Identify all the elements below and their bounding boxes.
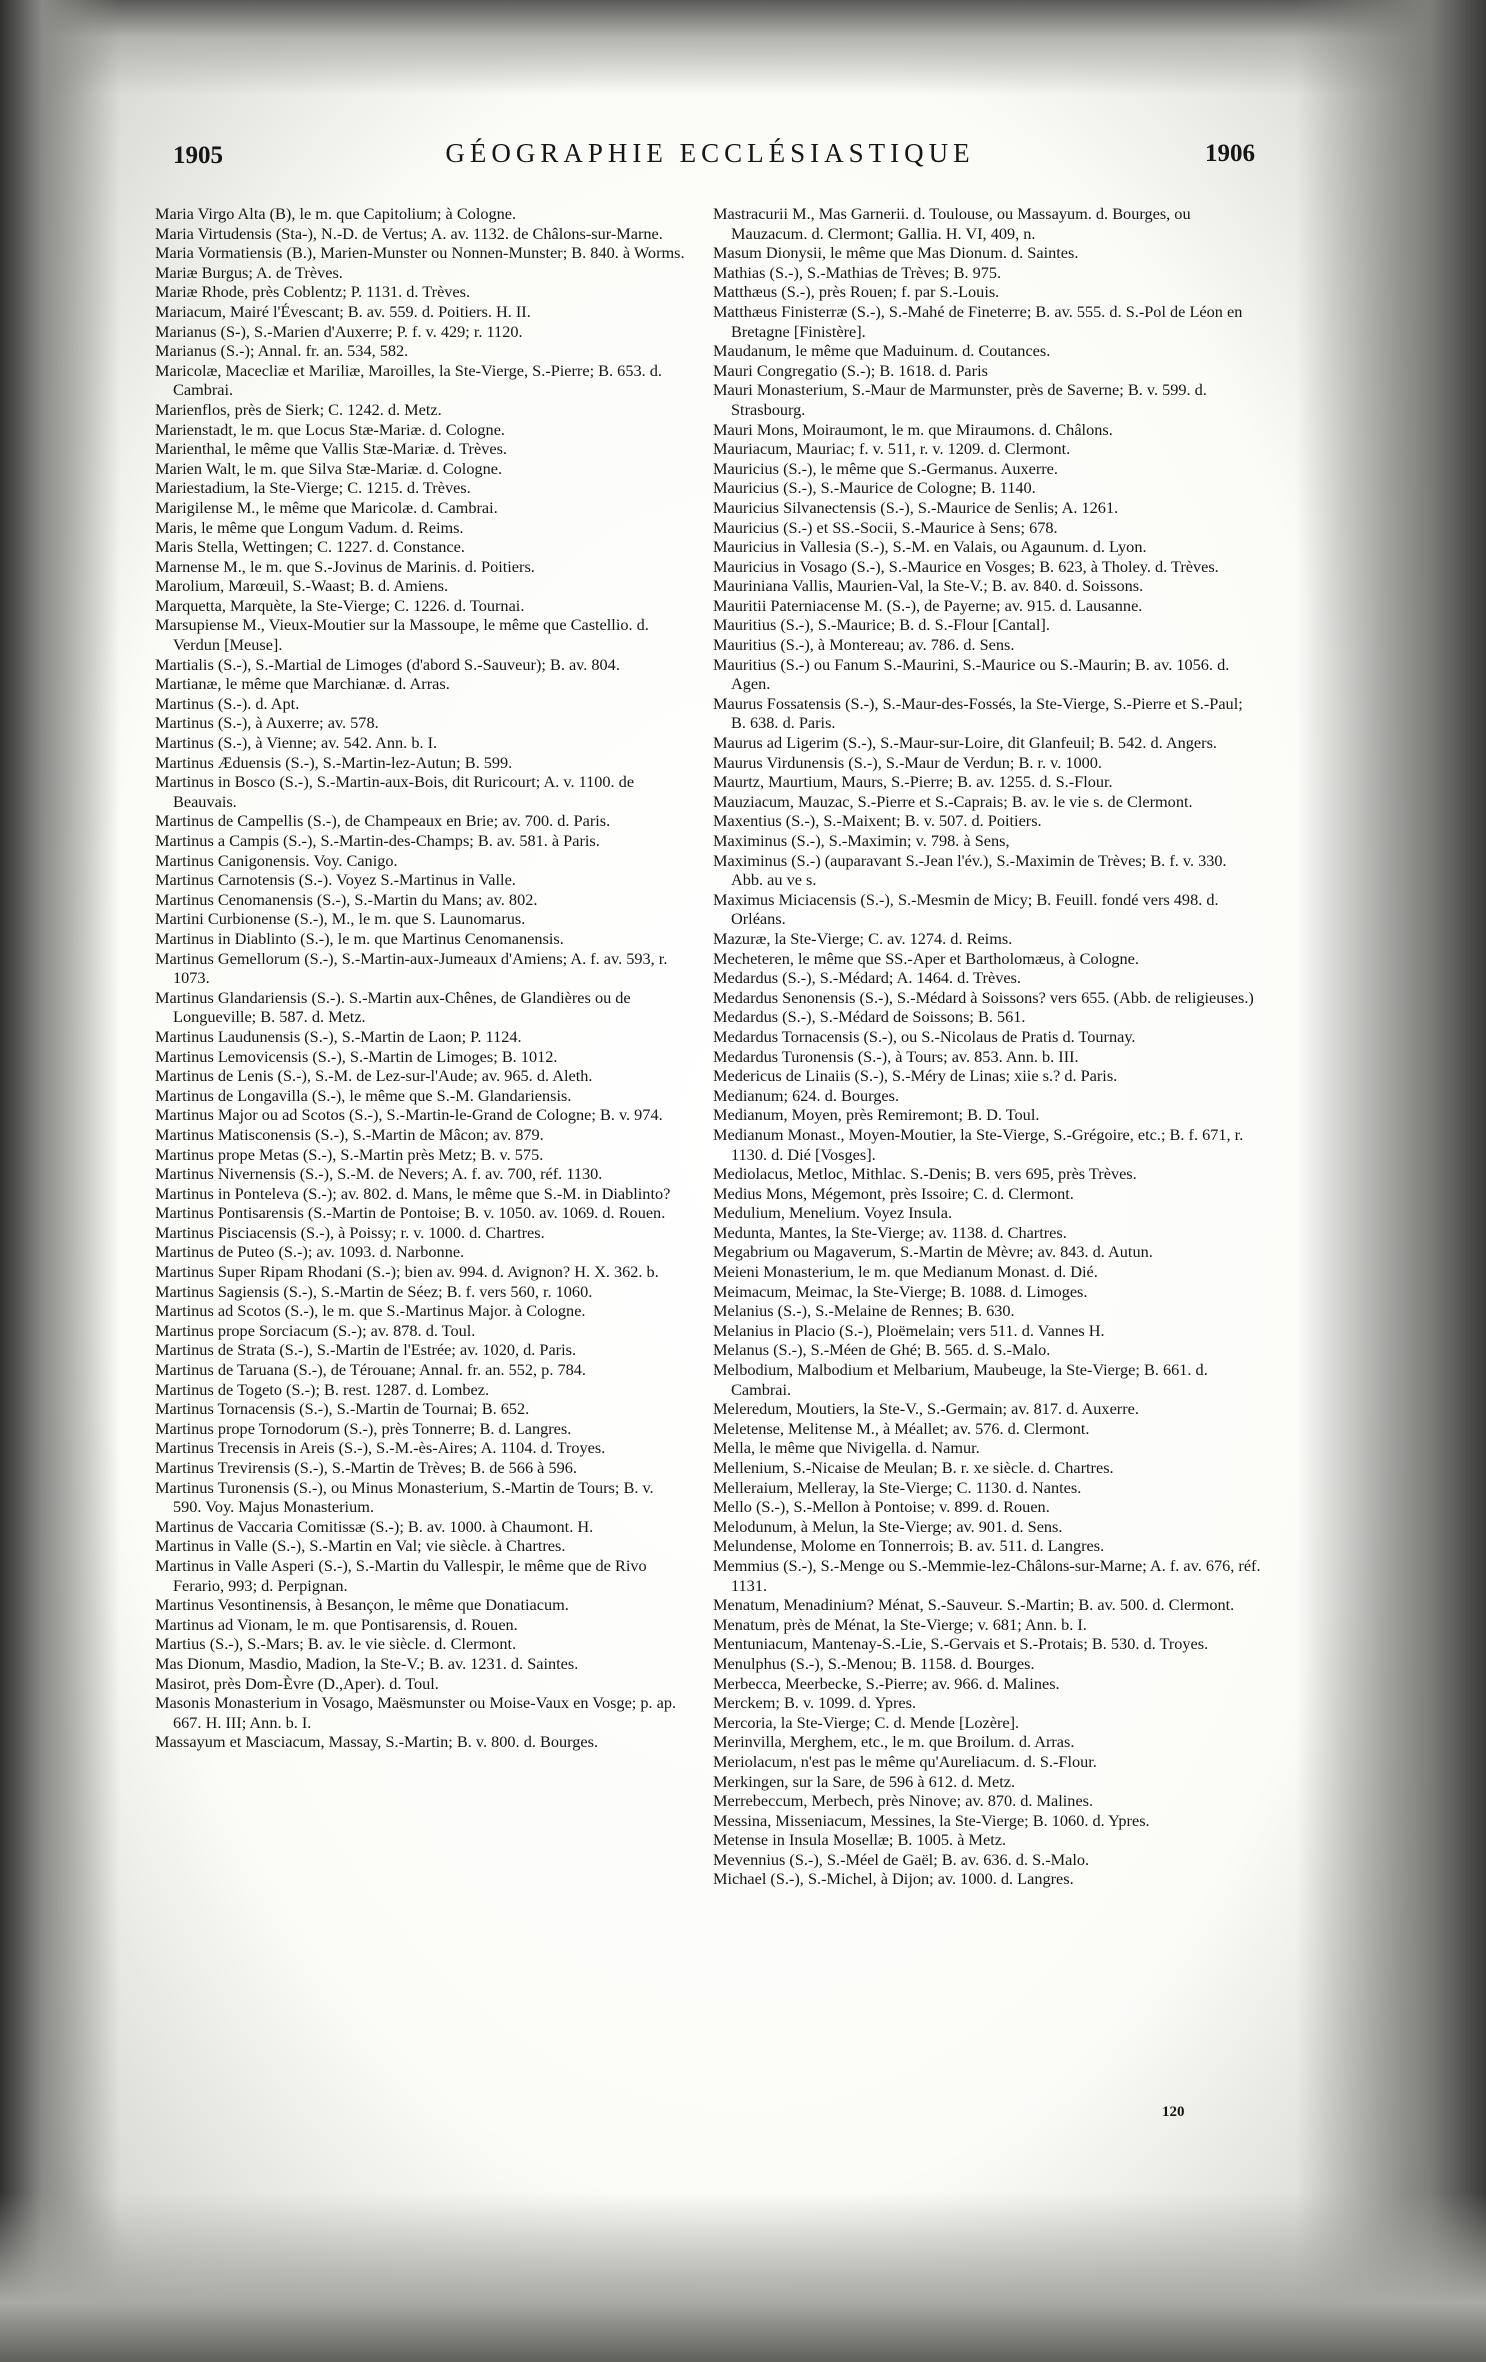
dictionary-entry: Maurtz, Maurtium, Maurs, S.-Pierre; B. av. 1255. d. S.-Flour. bbox=[713, 772, 1113, 792]
dictionary-entry: Medianum Monast., Moyen-Moutier, la Ste-Vierge, S.-Grégoire, etc.; B. f. 671, r. 1130. d. Dié [Vosges]. bbox=[713, 1124, 1244, 1164]
dictionary-entry: Martinus ad Scotos (S.-), le m. que S.-Martinus Major. à Cologne. bbox=[155, 1301, 586, 1321]
dictionary-entry: Mediolacus, Metloc, Mithlac. S.-Denis; B. vers 695, près Trèves. bbox=[713, 1164, 1137, 1184]
right-column bbox=[713, 204, 1261, 1889]
dictionary-entry: Martinus Laudunensis (S.-), S.-Martin de Laon; P. 1124. bbox=[155, 1026, 522, 1046]
dictionary-entry: Maris Stella, Wettingen; C. 1227. d. Constance. bbox=[155, 537, 465, 557]
dictionary-entry: Maria Vormatiensis (B.), Marien-Munster ou Nonnen-Munster; B. 840. à Worms. bbox=[155, 243, 685, 263]
dictionary-entry: Mella, le même que Nivigella. d. Namur. bbox=[713, 1438, 980, 1458]
dictionary-entry: Mauziacum, Mauzac, S.-Pierre et S.-Caprais; B. av. le vie s. de Clermont. bbox=[713, 791, 1193, 811]
dictionary-entry: Medardus Tornacensis (S.-), ou S.-Nicolaus de Pratis d. Tournay. bbox=[713, 1026, 1136, 1046]
dictionary-entry: Mauricius (S.-), le même que S.-Germanus. Auxerre. bbox=[713, 458, 1058, 478]
dictionary-entry: Martinus de Strata (S.-), S.-Martin de l'Estrée; av. 1020, d. Paris. bbox=[155, 1340, 577, 1360]
dictionary-entry: Martinus in Diablinto (S.-), le m. que Martinus Cenomanensis. bbox=[155, 928, 564, 948]
dictionary-entry: Medius Mons, Mégemont, près Issoire; C. d. Clermont. bbox=[713, 1183, 1074, 1203]
column-number-left: 1905 bbox=[173, 142, 223, 169]
dictionary-entry: Michael (S.-), S.-Michel, à Dijon; av. 1000. d. Langres. bbox=[713, 1869, 1074, 1889]
dictionary-entry: Marolium, Marœuil, S.-Waast; B. d. Amiens. bbox=[155, 576, 449, 596]
dictionary-entry: Megabrium ou Magaverum, S.-Martin de Mèvre; av. 843. d. Autun. bbox=[713, 1242, 1153, 1262]
dictionary-entry: Martinus de Togeto (S.-); B. rest. 1287. d. Lombez. bbox=[155, 1379, 490, 1399]
dictionary-entry: Marsupiense M., Vieux-Moutier sur la Massoupe, le même que Castellio. d. Verdun [Meuse]. bbox=[155, 615, 649, 655]
dictionary-entry: Mauricius in Vosago (S.-), S.-Maurice en Vosges; B. 623, à Tholey. d. Trèves. bbox=[713, 556, 1219, 576]
dictionary-entry: Marienthal, le même que Vallis Stæ-Mariæ. d. Trèves. bbox=[155, 439, 507, 459]
dictionary-entry: Martinus in Valle Asperi (S.-), S.-Martin du Vallespir, le même que de Rivo Ferario, 993; d. Perpignan. bbox=[155, 1555, 647, 1595]
dictionary-entry: Martinus in Bosco (S.-), S.-Martin-aux-Bois, dit Ruricourt; A. v. 1100. de Beauvais. bbox=[155, 772, 635, 811]
dictionary-entry: Memmius (S.-), S.-Menge ou S.-Memmie-lez-Châlons-sur-Marne; A. f. av. 676, réf. 1131. bbox=[713, 1555, 1261, 1595]
dictionary-entry: Marigilense M., le même que Maricolæ. d. Cambrai. bbox=[155, 497, 498, 517]
dictionary-entry: Martinus (S.-), à Auxerre; av. 578. bbox=[155, 713, 379, 733]
dictionary-entry: Medardus Turonensis (S.-), à Tours; av. 853. Ann. b. III. bbox=[713, 1046, 1079, 1066]
dictionary-entry: Menulphus (S.-), S.-Menou; B. 1158. d. Bourges. bbox=[713, 1653, 1035, 1673]
dictionary-entry: Martinus Æduensis (S.-), S.-Martin-lez-Autun; B. 599. bbox=[155, 752, 513, 772]
dictionary-entry: Maurus Virdunensis (S.-), S.-Maur de Verdun; B. r. v. 1000. bbox=[713, 752, 1102, 772]
dictionary-entry: Martinus Glandariensis (S.-). S.-Martin aux-Chênes, de Glandières ou de Longueville; B. 587. d. Metz. bbox=[155, 987, 631, 1027]
dictionary-entry: Martinus Vesontinensis, à Besançon, le même que Donatiacum. bbox=[155, 1595, 569, 1615]
dictionary-entry: Martialis (S.-), S.-Martial de Limoges (d'abord S.-Sauveur); B. av. 804. bbox=[155, 654, 620, 674]
dictionary-entry: Medulium, Menelium. Voyez Insula. bbox=[713, 1203, 953, 1223]
dictionary-entry: Mecheteren, le même que SS.-Aper et Bartholomæus, à Cologne. bbox=[713, 948, 1139, 968]
dictionary-entry: Martinus ad Vionam, le m. que Pontisarensis, d. Rouen. bbox=[155, 1614, 518, 1634]
dictionary-entry: Messina, Misseniacum, Messines, la Ste-Vierge; B. 1060. d. Ypres. bbox=[713, 1810, 1150, 1830]
dictionary-entry: Mariestadium, la Ste-Vierge; C. 1215. d. Trèves. bbox=[155, 478, 471, 498]
dictionary-entry: Martinus Trevirensis (S.-), S.-Martin de Trèves; B. de 566 à 596. bbox=[155, 1458, 577, 1477]
signature-number: 120 bbox=[1162, 2104, 1185, 2120]
dictionary-entry: Martinus in Valle (S.-), S.-Martin en Val; vie siècle. à Chartres. bbox=[155, 1536, 566, 1556]
dictionary-entry: Martinus Matisconensis (S.-), S.-Martin de Mâcon; av. 879. bbox=[155, 1124, 544, 1144]
dictionary-entry: Mello (S.-), S.-Mellon à Pontoise; v. 899. d. Rouen. bbox=[713, 1497, 1050, 1517]
dictionary-entry: Mevennius (S.-), S.-Méel de Gaël; B. av. 636. d. S.-Malo. bbox=[713, 1849, 1090, 1869]
dictionary-entry: Medardus Senonensis (S.-), S.-Médard à Soissons? vers 655. (Abb. de religieuses.) bbox=[713, 987, 1254, 1007]
dictionary-entry: Maximus Miciacensis (S.-), S.-Mesmin de Micy; B. Feuill. fondé vers 498. d. Orléans. bbox=[713, 889, 1219, 929]
dictionary-entry: Merinvilla, Merghem, etc., le m. que Broilum. d. Arras. bbox=[713, 1732, 1075, 1752]
dictionary-entry: Mariacum, Mairé l'Évescant; B. av. 559. d. Poitiers. H. II. bbox=[155, 301, 531, 321]
dictionary-entry: Masum Dionysii, le même que Mas Dionum. d. Saintes. bbox=[713, 243, 1079, 263]
dictionary-entry: Maximinus (S.-) (auparavant S.-Jean l'év.), S.-Maximin de Trèves; B. f. v. 330. Abb. au ve s. bbox=[713, 850, 1227, 890]
dictionary-entry: Meieni Monasterium, le m. que Medianum Monast. d. Dié. bbox=[713, 1262, 1098, 1282]
dictionary-entry: Melundense, Molome en Tonnerrois; B. av. 511. d. Langres. bbox=[713, 1536, 1105, 1556]
dictionary-entry: Melodunum, à Melun, la Ste-Vierge; av. 901. d. Sens. bbox=[713, 1516, 1063, 1536]
dictionary-entry: Mauritii Paterniacense M. (S.-), de Payerne; av. 915. d. Lausanne. bbox=[713, 595, 1143, 615]
dictionary-entry: Meletense, Melitense M., à Méallet; av. 576. d. Clermont. bbox=[713, 1418, 1090, 1438]
dictionary-entry: Maximinus (S.-), S.-Maximin; v. 798. à Sens, bbox=[713, 831, 1010, 850]
dictionary-entry: Martianæ, le même que Marchianæ. d. Arras. bbox=[155, 674, 450, 694]
dictionary-entry: Martinus Sagiensis (S.-), S.-Martin de Séez; B. f. vers 560, r. 1060. bbox=[155, 1281, 593, 1301]
dictionary-entry: Mauritius (S.-) ou Fanum S.-Maurini, S.-Maurice ou S.-Maurin; B. av. 1056. d. Agen. bbox=[713, 654, 1230, 694]
dictionary-entry: Martinus Nivernensis (S.-), S.-M. de Nevers; A. f. av. 700, réf. 1130. bbox=[155, 1164, 603, 1184]
dictionary-entry: Masonis Monasterium in Vosago, Maësmunster ou Moise-Vaux en Vosge; p. ap. 667. H. III; Ann. b. I. bbox=[155, 1693, 677, 1732]
dictionary-entry: Mauricius in Vallesia (S.-), S.-M. en Valais, ou Agaunum. d. Lyon. bbox=[713, 537, 1147, 557]
dictionary-entry: Maricolæ, Macecliæ et Mariliæ, Maroilles, la Ste-Vierge, S.-Pierre; B. 653. d. Cambrai. bbox=[155, 360, 662, 400]
dictionary-entry: Martinus Pisciacensis (S.-), à Poissy; r. v. 1000. d. Chartres. bbox=[155, 1222, 545, 1242]
dictionary-entry: Melanius in Placio (S.-), Ploëmelain; vers 511. d. Vannes H. bbox=[713, 1320, 1105, 1340]
dictionary-entry: Merckem; B. v. 1099. d. Ypres. bbox=[713, 1693, 917, 1713]
dictionary-entry: Mentuniacum, Mantenay-S.-Lie, S.-Gervais et S.-Protais; B. 530. d. Troyes. bbox=[713, 1634, 1209, 1654]
dictionary-entry: Marien Walt, le m. que Silva Stæ-Mariæ. d. Cologne. bbox=[155, 458, 503, 478]
dictionary-entry: Martinus de Puteo (S.-); av. 1093. d. Narbonne. bbox=[155, 1242, 465, 1262]
dictionary-entry: Medianum, Moyen, près Remiremont; B. D. Toul. bbox=[713, 1105, 1040, 1125]
dictionary-entry: Melleraium, Melleray, la Ste-Vierge; C. 1130. d. Nantes. bbox=[713, 1477, 1082, 1497]
dictionary-entry: Martinus (S.-), à Vienne; av. 542. Ann. b. I. bbox=[155, 733, 438, 753]
dictionary-entry: Mauri Congregatio (S.-); B. 1618. d. Paris bbox=[713, 360, 988, 380]
dictionary-entry: Metense in Insula Mosellæ; B. 1005. à Metz. bbox=[713, 1830, 1007, 1850]
dictionary-entry: Maurus Fossatensis (S.-), S.-Maur-des-Fossés, la Ste-Vierge, S.-Pierre et S.-Paul; B. 638. d. Paris. bbox=[713, 693, 1243, 733]
column-number-right: 1906 bbox=[1205, 140, 1255, 167]
dictionary-entry: Mauriacum, Mauriac; f. v. 511, r. v. 1209. d. Clermont. bbox=[713, 439, 1071, 459]
dictionary-entry: Matthæus (S.-), près Rouen; f. par S.-Louis. bbox=[713, 282, 1000, 302]
dictionary-entry: Martinus Canigonensis. Voy. Canigo. bbox=[155, 850, 398, 870]
dictionary-entry: Mauritius (S.-), à Montereau; av. 786. d. Sens. bbox=[713, 635, 1015, 655]
dictionary-entry: Martinus de Longavilla (S.-), le même que S.-M. Glandariensis. bbox=[155, 1085, 572, 1105]
dictionary-entry: Mauri Monasterium, S.-Maur de Marmunster, près de Saverne; B. v. 599. d. Strasbourg. bbox=[713, 380, 1207, 419]
dictionary-entry: Maria Virgo Alta (B), le m. que Capitolium; à Cologne. bbox=[155, 204, 517, 223]
dictionary-entry: Mellenium, S.-Nicaise de Meulan; B. r. xe siècle. d. Chartres. bbox=[713, 1458, 1114, 1477]
dictionary-entry: Meimacum, Meimac, la Ste-Vierge; B. 1088. d. Limoges. bbox=[713, 1281, 1088, 1301]
dictionary-entry: Mauriniana Vallis, Maurien-Val, la Ste-V.; B. av. 840. d. Soissons. bbox=[713, 576, 1144, 596]
dictionary-entry: Menatum, Menadinium? Ménat, S.-Sauveur. S.-Martin; B. av. 500. d. Clermont. bbox=[713, 1595, 1235, 1615]
dictionary-entry: Melanius (S.-), S.-Melaine de Rennes; B. 630. bbox=[713, 1301, 1015, 1321]
dictionary-entry: Marienstadt, le m. que Locus Stæ-Mariæ. d. Cologne. bbox=[155, 419, 505, 439]
dictionary-entry: Mauritius (S.-), S.-Maurice; B. d. S.-Flour [Cantal]. bbox=[713, 615, 1050, 635]
dictionary-entry: Martinus Lemovicensis (S.-), S.-Martin de Limoges; B. 1012. bbox=[155, 1046, 558, 1066]
dictionary-entry: Matthæus Finisterræ (S.-), S.-Mahé de Fineterre; B. av. 555. d. S.-Pol de Léon en Bretagne [Finistère]. bbox=[713, 301, 1243, 341]
page-header bbox=[155, 138, 1265, 178]
dictionary-entry: Maurus ad Ligerim (S.-), S.-Maur-sur-Loire, dit Glanfeuil; B. 542. d. Angers. bbox=[713, 733, 1217, 753]
dictionary-entry: Meriolacum, n'est pas le même qu'Aureliacum. d. S.-Flour. bbox=[713, 1751, 1097, 1771]
dictionary-entry: Mauricius (S.-) et SS.-Socii, S.-Maurice à Sens; 678. bbox=[713, 517, 1058, 537]
scan-shadow-left bbox=[0, 0, 120, 2362]
dictionary-entry: Mercoria, la Ste-Vierge; C. d. Mende [Lozère]. bbox=[713, 1712, 1020, 1732]
dictionary-entry: Medianum; 624. d. Bourges. bbox=[713, 1085, 900, 1105]
dictionary-entry: Marianus (S.-); Annal. fr. an. 534, 582. bbox=[155, 341, 409, 361]
dictionary-entry: Martinus prope Metas (S.-), S.-Martin près Metz; B. v. 575. bbox=[155, 1144, 544, 1164]
dictionary-entry: Maudanum, le même que Maduinum. d. Coutances. bbox=[713, 341, 1051, 361]
running-title: GÉOGRAPHIE ECCLÉSIASTIQUE bbox=[445, 138, 975, 168]
dictionary-entry: Martini Curbionense (S.-), M., le m. que S. Launomarus. bbox=[155, 909, 526, 929]
dictionary-entry: Medardus (S.-), S.-Médard de Soissons; B. 561. bbox=[713, 1007, 1026, 1027]
dictionary-entry: Martinus de Vaccaria Comitissæ (S.-); B. av. 1000. à Chaumont. H. bbox=[155, 1516, 594, 1536]
dictionary-entry: Medericus de Linaiis (S.-), S.-Méry de Linas; xiie s.? d. Paris. bbox=[713, 1066, 1118, 1086]
dictionary-entry: Marienflos, près de Sierk; C. 1242. d. Metz. bbox=[155, 399, 442, 419]
dictionary-entry: Mariæ Burgus; A. de Trèves. bbox=[155, 262, 343, 282]
dictionary-entry: Merkingen, sur la Sare, de 596 à 612. d. Metz. bbox=[713, 1771, 1016, 1791]
dictionary-entry: Melbodium, Malbodium et Melbarium, Maubeuge, la Ste-Vierge; B. 661. d. Cambrai. bbox=[713, 1360, 1208, 1399]
scan-shadow-top bbox=[0, 0, 1486, 95]
scan-shadow-bottom bbox=[0, 2192, 1486, 2362]
dictionary-entry: Martinus Turonensis (S.-), ou Minus Monasterium, S.-Martin de Tours; B. v. 590. Voy. Majus Monasterium. bbox=[155, 1477, 654, 1517]
dictionary-entry: Mas Dionum, Masdio, Madion, la Ste-V.; B. av. 1231. d. Saintes. bbox=[155, 1653, 579, 1673]
dictionary-entry: Martinus de Campellis (S.-), de Champeaux en Brie; av. 700. d. Paris. bbox=[155, 811, 611, 831]
dictionary-entry: Mazuræ, la Ste-Vierge; C. av. 1274. d. Reims. bbox=[713, 928, 1013, 948]
dictionary-entry: Merrebeccum, Merbech, près Ninove; av. 870. d. Malines. bbox=[713, 1791, 1094, 1811]
scan-shadow-right bbox=[1296, 0, 1486, 2362]
dictionary-entry: Martinus Super Ripam Rhodani (S.-); bien av. 994. d. Avignon? H. X. 362. b. bbox=[155, 1262, 659, 1282]
dictionary-entry: Martinus de Lenis (S.-), S.-M. de Lez-sur-l'Aude; av. 965. d. Aleth. bbox=[155, 1066, 593, 1086]
dictionary-entry: Melanus (S.-), S.-Méen de Ghé; B. 565. d. S.-Malo. bbox=[713, 1340, 1051, 1360]
dictionary-entry: Menatum, près de Ménat, la Ste-Vierge; v. 681; Ann. b. I. bbox=[713, 1614, 1087, 1634]
dictionary-entry: Marquetta, Marquète, la Ste-Vierge; C. 1226. d. Tournai. bbox=[155, 595, 525, 615]
dictionary-entry: Mauri Mons, Moiraumont, le m. que Miraumons. d. Châlons. bbox=[713, 419, 1113, 439]
dictionary-entry: Martinus Cenomanensis (S.-), S.-Martin du Mans; av. 802. bbox=[155, 889, 538, 909]
dictionary-entry: Martinus Gemellorum (S.-), S.-Martin-aux-Jumeaux d'Amiens; A. f. av. 593, r. 1073. bbox=[155, 948, 668, 988]
dictionary-entry: Mathias (S.-), S.-Mathias de Trèves; B. 975. bbox=[713, 262, 1002, 282]
dictionary-entry: Martinus de Taruana (S.-), de Térouane; Annal. fr. an. 552, p. 784. bbox=[155, 1360, 586, 1380]
dictionary-entry: Marianus (S-), S.-Marien d'Auxerre; P. f. v. 429; r. 1120. bbox=[155, 321, 523, 341]
dictionary-entry: Martinus prope Tornodorum (S.-), près Tonnerre; B. d. Langres. bbox=[155, 1418, 572, 1438]
dictionary-entry: Medunta, Mantes, la Ste-Vierge; av. 1138. d. Chartres. bbox=[713, 1222, 1067, 1242]
dictionary-entry: Masirot, près Dom-Èvre (D.,Aper). d. Toul. bbox=[155, 1673, 439, 1693]
dictionary-entry: Martinus Tornacensis (S.-), S.-Martin de Tournai; B. 652. bbox=[155, 1399, 530, 1419]
dictionary-entry: Maria Virtudensis (Sta-), N.-D. de Vertus; A. av. 1132. de Châlons-sur-Marne. bbox=[155, 223, 663, 243]
left-column bbox=[155, 204, 685, 1752]
dictionary-entry: Medardus (S.-), S.-Médard; A. 1464. d. Trèves. bbox=[713, 968, 1021, 988]
dictionary-entry: Martinus (S.-). d. Apt. bbox=[155, 693, 300, 713]
dictionary-entry: Merbecca, Meerbecke, S.-Pierre; av. 966. d. Malines. bbox=[713, 1673, 1060, 1693]
dictionary-entry: Meleredum, Moutiers, la Ste-V., S.-Germain; av. 817. d. Auxerre. bbox=[713, 1399, 1139, 1419]
dictionary-entry: Martius (S.-), S.-Mars; B. av. le vie siècle. d. Clermont. bbox=[155, 1634, 517, 1654]
dictionary-entry: Martinus in Ponteleva (S.-); av. 802. d. Mans, le même que S.-M. in Diablinto? bbox=[155, 1183, 671, 1203]
dictionary-entry: Martinus Pontisarensis (S.-Martin de Pontoise; B. v. 1050. av. 1069. d. Rouen. bbox=[155, 1203, 666, 1223]
dictionary-entry: Maris, le même que Longum Vadum. d. Reims. bbox=[155, 517, 464, 537]
dictionary-entry: Marnense M., le m. que S.-Jovinus de Marinis. d. Poitiers. bbox=[155, 556, 535, 576]
dictionary-entry: Mariæ Rhode, près Coblentz; P. 1131. d. Trèves. bbox=[155, 282, 471, 302]
dictionary-entry: Mastracurii M., Mas Garnerii. d. Toulouse, ou Massayum. d. Bourges, ou Mauzacum. d. Clermont; Gallia. H. VI, 409, n. bbox=[713, 204, 1191, 243]
dictionary-entry: Maxentius (S.-), S.-Maixent; B. v. 507. d. Poitiers. bbox=[713, 811, 1042, 831]
dictionary-entry: Massayum et Masciacum, Massay, S.-Martin; B. v. 800. d. Bourges. bbox=[155, 1732, 599, 1752]
dictionary-entry: Mauricius (S.-), S.-Maurice de Cologne; B. 1140. bbox=[713, 478, 1036, 498]
dictionary-entry: Martinus prope Sorciacum (S.-); av. 878. d. Toul. bbox=[155, 1320, 476, 1340]
dictionary-entry: Martinus Carnotensis (S.-). Voyez S.-Martinus in Valle. bbox=[155, 870, 516, 890]
dictionary-entry: Mauricius Silvanectensis (S.-), S.-Maurice de Senlis; A. 1261. bbox=[713, 497, 1119, 517]
dictionary-entry: Martinus Trecensis in Areis (S.-), S.-M.-ès-Aires; A. 1104. d. Troyes. bbox=[155, 1438, 606, 1458]
dictionary-entry: Martinus Major ou ad Scotos (S.-), S.-Martin-le-Grand de Cologne; B. v. 974. bbox=[155, 1105, 663, 1125]
dictionary-entry: Martinus a Campis (S.-), S.-Martin-des-Champs; B. av. 581. à Paris. bbox=[155, 831, 600, 850]
